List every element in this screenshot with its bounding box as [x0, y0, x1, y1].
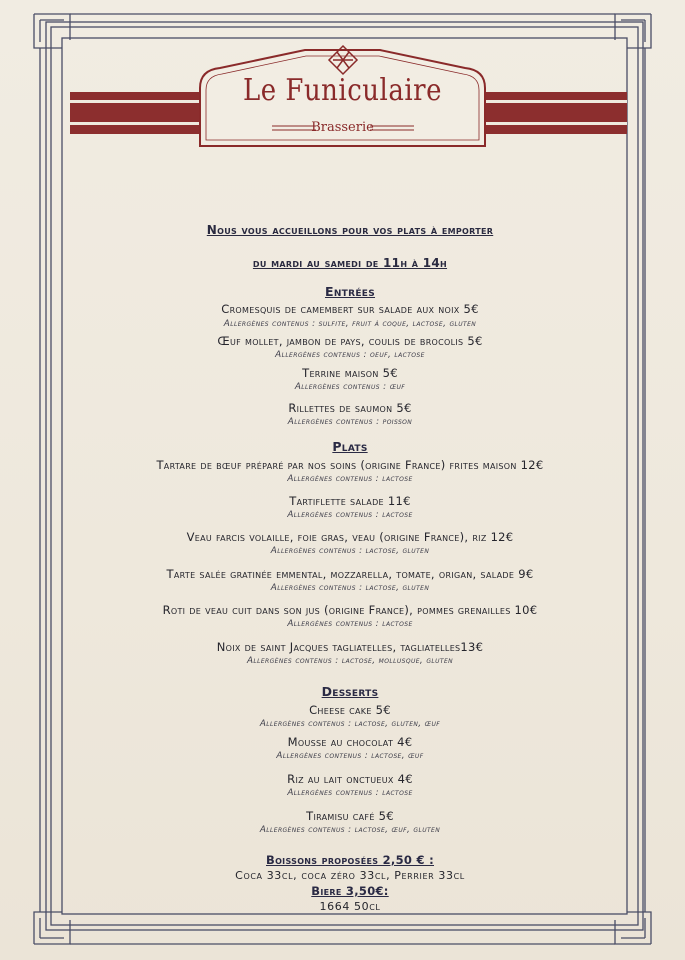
dish-allergens: Allergènes contenus : lactose, mollusque, gluten — [246, 656, 454, 666]
dish-name: Veau farcis volaille, foie gras, veau (origine France), riz 12€ — [186, 530, 514, 544]
dish-name: Riz au lait onctueux 4€ — [287, 772, 413, 786]
dish-name: Tartiflette salade 11€ — [289, 494, 411, 508]
dish-name: Tiramisu café 5€ — [306, 809, 394, 823]
drinks-list: Coca 33cl, coca zéro 33cl, Perrier 33cl — [235, 869, 465, 882]
dish-allergens: Allergènes contenus : lactose, gluten — [270, 583, 430, 593]
brand-subtitle: Brasserie — [311, 120, 374, 135]
dish-allergens: Allergènes contenus : sulfite, fruit à coque, lactose, gluten — [223, 319, 477, 329]
intro-headline: Nous vous accueillons pour vos plats à emporter — [206, 223, 494, 237]
dish-name: Cheese cake 5€ — [309, 703, 391, 717]
dish-name: Rillettes de saumon 5€ — [288, 401, 412, 415]
dish-allergens: Allergènes contenus : lactose — [287, 619, 413, 629]
dish-name: Roti de veau cuit dans son jus (origine France), pommes grenailles 10€ — [162, 603, 538, 617]
dish-allergens: Allergènes contenus : oeuf, lactose — [275, 350, 425, 360]
dish-allergens: Allergènes contenus : poisson — [287, 417, 413, 427]
dish-allergens: Allergènes contenus : lactose, gluten, œuf — [259, 719, 441, 729]
dish-name: Terrine maison 5€ — [302, 366, 398, 380]
beer-title: Biere 3,50€: — [311, 884, 389, 898]
dish-name: Mousse au chocolat 4€ — [287, 735, 413, 749]
section-title-plats: Plats — [332, 439, 368, 454]
dish-name: Cromesquis de camembert sur salade aux noix 5€ — [221, 302, 479, 316]
dish-name: Tartare de bœuf préparé par nos soins (origine France) frites maison 12€ — [156, 458, 544, 472]
dish-allergens: Allergènes contenus : lactose — [287, 788, 413, 798]
dish-name: Œuf mollet, jambon de pays, coulis de brocolis 5€ — [217, 334, 483, 348]
section-title-entrees: Entrées — [324, 284, 376, 299]
dish-allergens: Allergènes contenus : lactose — [287, 474, 413, 484]
drinks-title: Boissons proposées 2,50 € : — [266, 853, 434, 867]
dish-allergens: Allergènes contenus : lactose, œuf — [276, 751, 424, 761]
beer-item: 1664 50cl — [319, 900, 381, 913]
intro-hours: du mardi au samedi de 11h à 14h — [252, 256, 448, 270]
dish-allergens: Allergènes contenus : lactose, œuf, gluten — [259, 825, 441, 835]
dish-name: Tarte salée gratinée emmental, mozzarella, tomate, origan, salade 9€ — [166, 567, 534, 581]
dish-name: Noix de saint Jacques tagliatelles, tagliatelles13€ — [216, 640, 484, 654]
section-title-desserts: Desserts — [321, 684, 379, 699]
dish-allergens: Allergènes contenus : lactose — [287, 510, 413, 520]
brand-name: Le Funiculaire — [242, 73, 443, 109]
dish-allergens: Allergènes contenus : œuf — [294, 382, 406, 392]
dish-allergens: Allergènes contenus : lactose, gluten — [270, 546, 430, 556]
